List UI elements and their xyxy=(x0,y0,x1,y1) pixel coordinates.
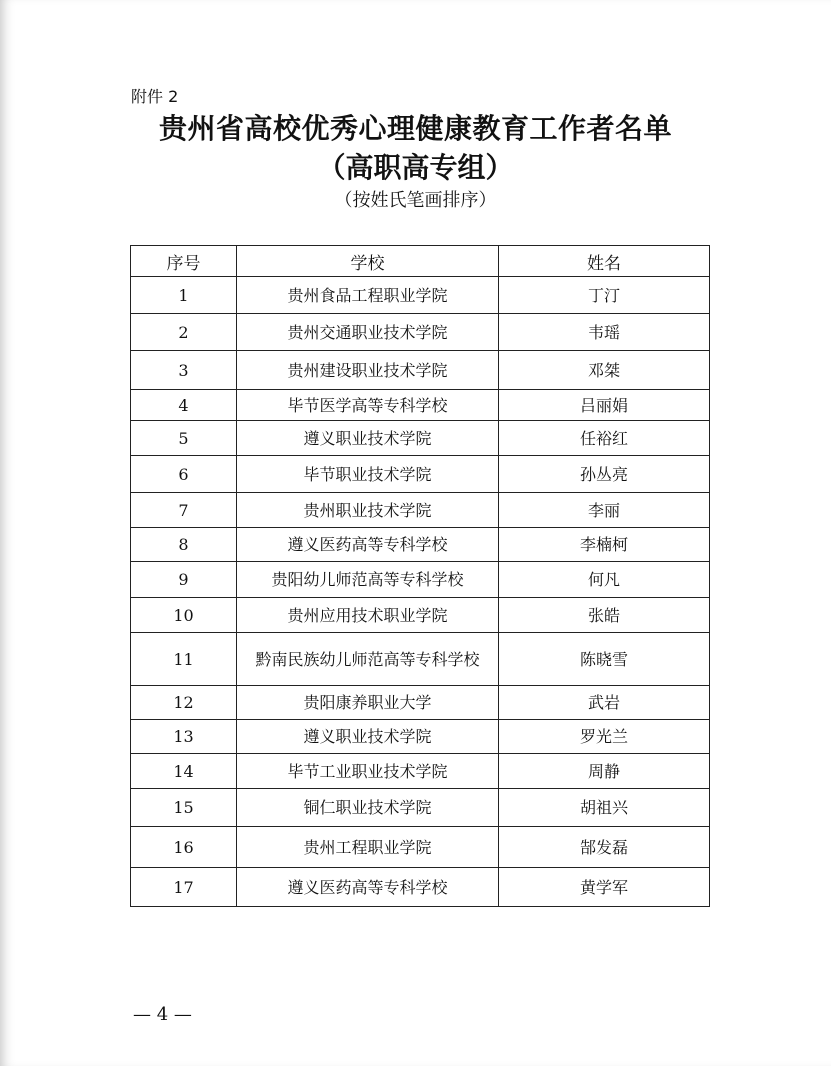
header-name: 姓名 xyxy=(499,246,710,277)
table-row xyxy=(131,493,710,528)
row-number: 12 xyxy=(131,686,237,720)
row-number: 16 xyxy=(131,827,237,868)
row-number: 11 xyxy=(131,633,237,686)
table-row xyxy=(131,562,710,598)
row-name: 周静 xyxy=(499,754,710,789)
table-row xyxy=(131,598,710,633)
row-number: 7 xyxy=(131,493,237,528)
row-name: 张皓 xyxy=(499,598,710,633)
row-school: 贵阳康养职业大学 xyxy=(237,686,499,720)
row-school: 贵州职业技术学院 xyxy=(237,493,499,528)
row-name: 罗光兰 xyxy=(499,720,710,754)
table-row xyxy=(131,314,710,351)
row-name: 何凡 xyxy=(499,562,710,598)
row-school: 遵义医药高等专科学校 xyxy=(237,528,499,562)
row-number: 3 xyxy=(131,351,237,390)
row-number: 2 xyxy=(131,314,237,351)
page-number: — 4 — xyxy=(133,1004,192,1025)
row-number: 15 xyxy=(131,789,237,827)
table-row xyxy=(131,528,710,562)
row-school: 贵州应用技术职业学院 xyxy=(237,598,499,633)
row-name: 邓桀 xyxy=(499,351,710,390)
table-row xyxy=(131,686,710,720)
table-row xyxy=(131,390,710,421)
table-row xyxy=(131,421,710,456)
document-title: 贵州省高校优秀心理健康教育工作者名单 xyxy=(158,112,672,145)
row-number: 4 xyxy=(131,390,237,421)
table-row xyxy=(131,277,710,314)
row-number: 17 xyxy=(131,868,237,907)
row-school: 贵州建设职业技术学院 xyxy=(237,351,499,390)
row-name: 黄学军 xyxy=(499,868,710,907)
row-number: 1 xyxy=(131,277,237,314)
table-row xyxy=(131,633,710,686)
row-school: 毕节职业技术学院 xyxy=(237,456,499,493)
row-name: 吕丽娟 xyxy=(499,390,710,421)
row-number: 9 xyxy=(131,562,237,598)
row-name: 郜发磊 xyxy=(499,827,710,868)
row-school: 贵州交通职业技术学院 xyxy=(237,314,499,351)
row-number: 8 xyxy=(131,528,237,562)
row-school: 铜仁职业技术学院 xyxy=(237,789,499,827)
row-name: 孙丛亮 xyxy=(499,456,710,493)
row-name: 陈晓雪 xyxy=(499,633,710,686)
document-subtitle: （高职高专组） xyxy=(317,151,514,184)
row-name: 李丽 xyxy=(499,493,710,528)
row-school: 毕节工业职业技术学院 xyxy=(237,754,499,789)
row-name: 韦瑶 xyxy=(499,314,710,351)
table-row xyxy=(131,456,710,493)
row-number: 10 xyxy=(131,598,237,633)
row-school: 贵阳幼儿师范高等专科学校 xyxy=(237,562,499,598)
row-name: 任裕红 xyxy=(499,421,710,456)
table-row xyxy=(131,351,710,390)
table-row xyxy=(131,789,710,827)
row-number: 14 xyxy=(131,754,237,789)
header-school: 学校 xyxy=(237,246,499,277)
header-number: 序号 xyxy=(131,246,237,277)
row-name: 李楠柯 xyxy=(499,528,710,562)
row-school: 遵义医药高等专科学校 xyxy=(237,868,499,907)
awardee-table xyxy=(130,245,710,907)
table-row xyxy=(131,868,710,907)
row-number: 13 xyxy=(131,720,237,754)
row-school: 贵州食品工程职业学院 xyxy=(237,277,499,314)
table-row xyxy=(131,754,710,789)
sort-note: （按姓氏笔画排序） xyxy=(334,190,497,211)
row-number: 6 xyxy=(131,456,237,493)
row-school: 黔南民族幼儿师范高等专科学校 xyxy=(237,633,499,686)
table-header-row xyxy=(131,246,710,277)
table-row xyxy=(131,720,710,754)
row-name: 胡祖兴 xyxy=(499,789,710,827)
row-school: 遵义职业技术学院 xyxy=(237,421,499,456)
row-school: 毕节医学高等专科学校 xyxy=(237,390,499,421)
row-name: 丁汀 xyxy=(499,277,710,314)
row-school: 遵义职业技术学院 xyxy=(237,720,499,754)
table-row xyxy=(131,827,710,868)
attachment-label: 附件 2 xyxy=(131,87,179,106)
row-school: 贵州工程职业学院 xyxy=(237,827,499,868)
row-number: 5 xyxy=(131,421,237,456)
row-name: 武岩 xyxy=(499,686,710,720)
